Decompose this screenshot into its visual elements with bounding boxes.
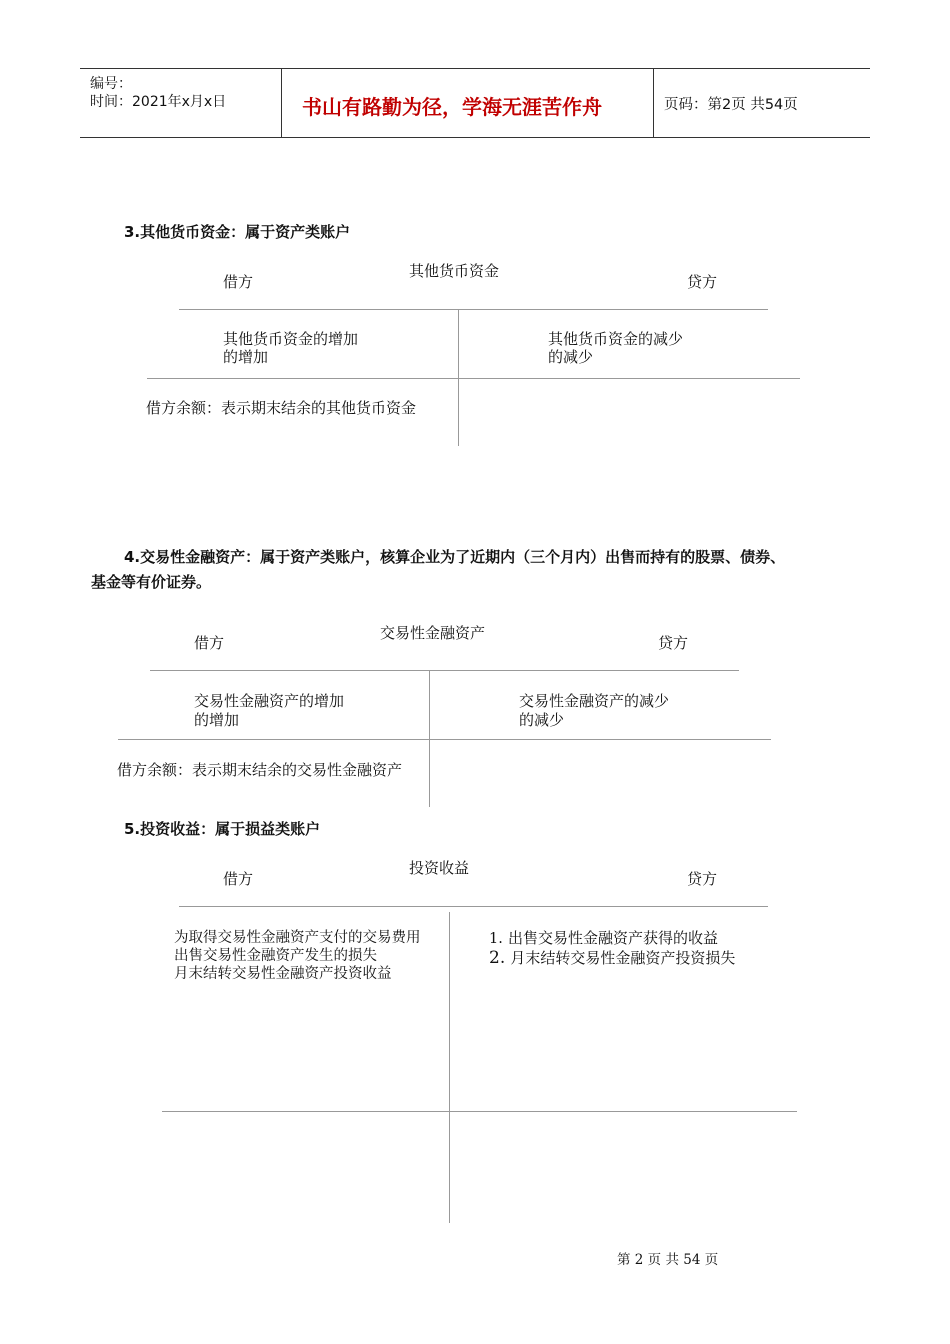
debit-entry-continuation: 的增加	[223, 348, 269, 366]
balance-note: 借方余额：表示期末结余的其他货币资金	[146, 399, 417, 417]
debit-label: 借方	[223, 273, 254, 291]
document-time-label: 时间：2021年x月x日	[90, 94, 227, 110]
balance-note-prefix: 借方余额：表示期末结余的	[117, 761, 298, 779]
debit-entry-suffix: 的增加	[299, 692, 345, 710]
credit-entry: 其他货币资金的减少	[548, 330, 684, 348]
credit-entry	[519, 690, 669, 711]
t-account-bottom-line	[162, 1111, 797, 1112]
balance-line	[147, 378, 800, 379]
t-account-divider	[449, 912, 450, 1223]
credit-entry-continuation: 的减少	[548, 348, 594, 366]
t-account-top-line	[150, 670, 739, 671]
debit-label: 借方	[194, 634, 225, 652]
debit-item: 出售交易性金融资产发生的损失	[174, 948, 377, 964]
debit-entry-continuation: 的增加	[194, 711, 240, 729]
page-info: 页码：第2页 共54页	[664, 97, 798, 113]
section-heading-continuation: 基金等有价证券。	[91, 573, 212, 591]
balance-note-account: 交易性金融资产	[297, 761, 403, 779]
debit-item: 为取得交易性金融资产支付的交易费用	[174, 930, 421, 946]
credit-entry-suffix: 的减少	[624, 692, 670, 710]
debit-entry	[194, 690, 344, 711]
section-heading: 5.投资收益：属于损益类账户	[124, 820, 321, 838]
credit-item-text: 月末结转交易性金融资产投资损失	[510, 949, 736, 967]
account-title: 交易性金融资产	[380, 624, 486, 642]
page-header	[80, 68, 870, 138]
t-account-top-line	[179, 906, 768, 907]
header-divider	[653, 69, 654, 137]
balance-note	[117, 759, 402, 780]
account-title: 其他货币资金	[409, 262, 500, 280]
debit-entry: 其他货币资金的增加	[223, 330, 359, 348]
header-divider	[281, 69, 282, 137]
document-number-label: 编号：	[90, 76, 132, 92]
credit-item-text: 出售交易性金融资产获得的收益	[507, 929, 718, 947]
credit-entry-account: 交易性金融资产	[519, 692, 625, 710]
debit-entry-account: 交易性金融资产	[194, 692, 300, 710]
credit-item-number: 1.	[489, 931, 503, 947]
page-footer: 第 2 页 共 54 页	[617, 1252, 719, 1268]
credit-label: 贷方	[658, 634, 689, 652]
credit-label: 贷方	[687, 870, 718, 888]
debit-label: 借方	[223, 870, 254, 888]
section-heading: 3.其他货币资金：属于资产类账户	[124, 223, 351, 241]
credit-item	[489, 947, 735, 968]
debit-item: 月末结转交易性金融资产投资收益	[174, 966, 392, 982]
credit-label: 贷方	[687, 273, 718, 291]
credit-item-number: 2.	[489, 948, 506, 968]
account-title: 投资收益	[409, 859, 470, 877]
t-account-top-line	[179, 309, 768, 310]
balance-line	[118, 739, 771, 740]
credit-item	[489, 927, 718, 948]
section-heading: 4.交易性金融资产：属于资产类账户，核算企业为了近期内（三个月内）出售而持有的股票、债券、	[124, 548, 786, 566]
credit-entry-continuation: 的减少	[519, 711, 565, 729]
header-motto: 书山有路勤为径，学海无涯苦作舟	[302, 95, 602, 119]
